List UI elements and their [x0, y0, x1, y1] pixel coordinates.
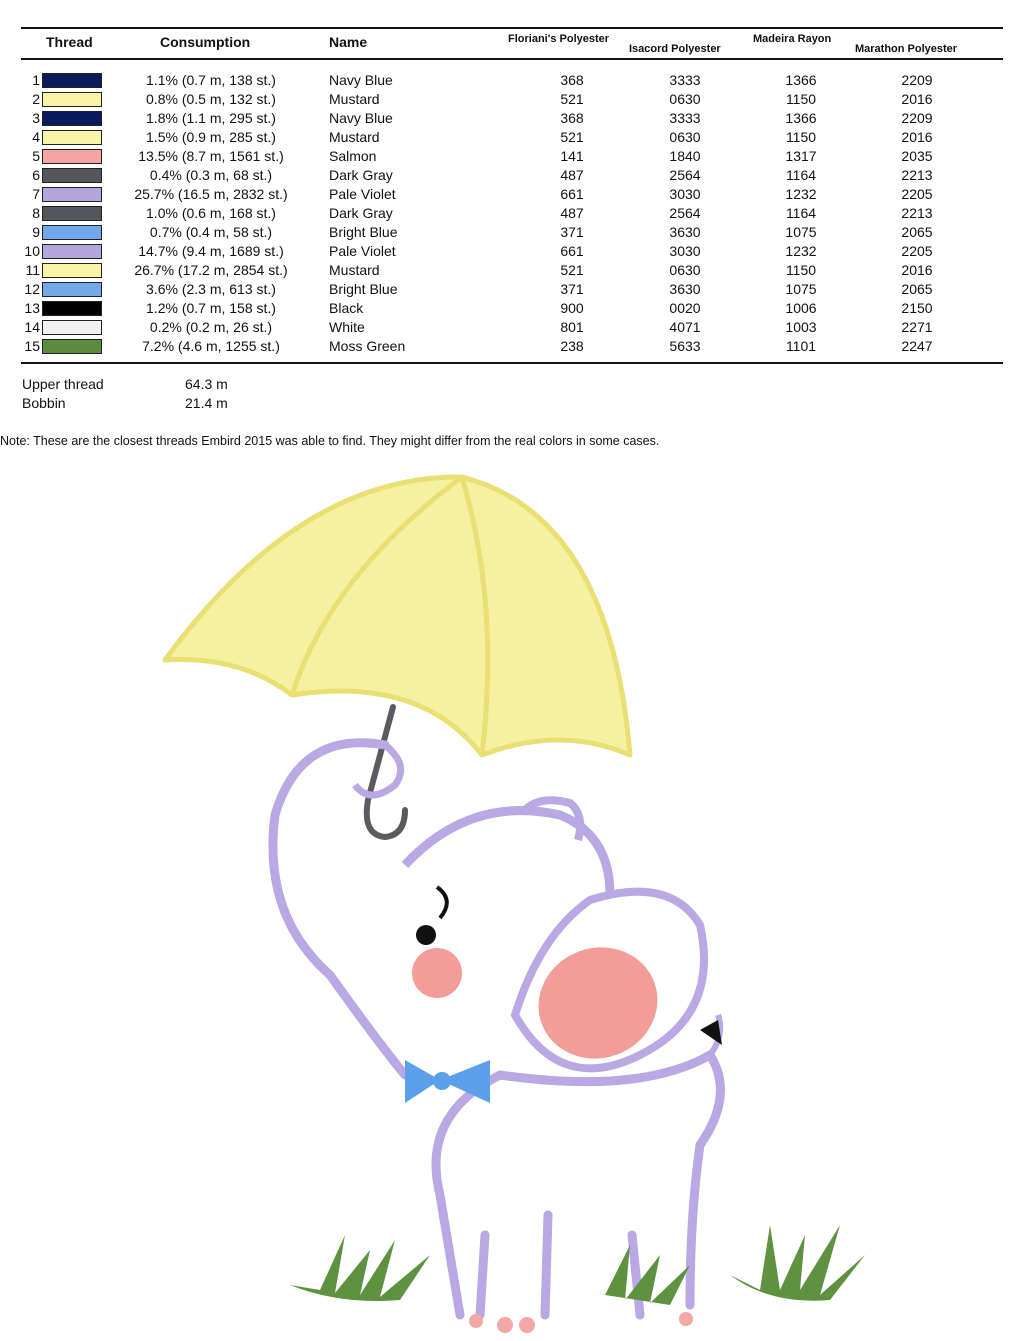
marathon-code-cell: 2205	[901, 243, 933, 259]
marathon-code-cell: 2209	[901, 110, 933, 126]
marathon-code-cell: 2016	[901, 129, 933, 145]
color-swatch	[42, 92, 102, 107]
bobbin-value: 21.4 m	[185, 395, 228, 411]
header-name: Name	[329, 34, 368, 50]
header-thread: Thread	[46, 34, 93, 50]
thread-name-cell: Bright Blue	[329, 281, 398, 297]
floriani-code-cell: 521	[560, 91, 584, 107]
table-row	[0, 90, 1024, 109]
color-swatch	[42, 339, 102, 354]
consumption-cell: 0.2% (0.2 m, 26 st.)	[149, 319, 273, 335]
elephant-eye	[416, 925, 436, 945]
thread-number: 14	[24, 319, 40, 335]
table-row	[0, 337, 1024, 356]
marathon-code-cell: 2205	[901, 186, 933, 202]
thread-number: 1	[32, 72, 40, 88]
thread-name-cell: Pale Violet	[329, 243, 396, 259]
color-swatch	[42, 168, 102, 183]
thread-name-cell: Mustard	[329, 262, 380, 278]
thread-name-cell: Pale Violet	[329, 186, 396, 202]
marathon-code-cell: 2016	[901, 262, 933, 278]
table-row	[0, 147, 1024, 166]
thread-name-cell: Moss Green	[329, 338, 406, 354]
color-swatch	[42, 111, 102, 126]
madeira-code-cell: 1075	[785, 281, 817, 297]
umbrella-canopy	[165, 477, 630, 755]
floriani-code-cell: 900	[560, 300, 584, 316]
thread-note: Note: These are the closest threads Embird 2015 was able to find. They might differ from the real colors in some cases.	[0, 434, 660, 448]
color-swatch	[42, 130, 102, 145]
color-swatch	[42, 225, 102, 240]
isacord-code-cell: 2564	[669, 205, 701, 221]
madeira-code-cell: 1101	[785, 338, 817, 354]
color-swatch	[42, 187, 102, 202]
color-swatch	[42, 320, 102, 335]
thread-name-cell: Salmon	[329, 148, 377, 164]
marathon-code-cell: 2209	[901, 72, 933, 88]
consumption-cell: 1.1% (0.7 m, 138 st.)	[146, 72, 276, 88]
madeira-code-cell: 1006	[785, 300, 817, 316]
consumption-cell: 0.4% (0.3 m, 68 st.)	[149, 167, 273, 183]
table-row	[0, 128, 1024, 147]
thread-number: 9	[32, 224, 40, 240]
color-swatch	[42, 282, 102, 297]
consumption-cell: 14.7% (9.4 m, 1689 st.)	[138, 243, 284, 259]
consumption-cell: 3.6% (2.3 m, 613 st.)	[146, 281, 276, 297]
header-madeira: Madeira Rayon	[753, 33, 832, 45]
table-row	[0, 299, 1024, 318]
table-row	[0, 204, 1024, 223]
thread-number: 3	[32, 110, 40, 126]
isacord-code-cell: 3630	[669, 281, 701, 297]
isacord-code-cell: 3333	[669, 72, 701, 88]
thread-name-cell: Navy Blue	[329, 72, 393, 88]
table-row	[0, 166, 1024, 185]
color-swatch	[42, 301, 102, 316]
consumption-cell: 0.8% (0.5 m, 132 st.)	[146, 91, 276, 107]
thread-name-cell: White	[329, 319, 365, 335]
color-swatch	[42, 73, 102, 88]
madeira-code-cell: 1075	[785, 224, 817, 240]
table-row	[0, 223, 1024, 242]
color-swatch	[42, 206, 102, 221]
upper-thread-label: Upper thread	[22, 376, 104, 392]
table-row	[0, 242, 1024, 261]
thread-name-cell: Bright Blue	[329, 224, 398, 240]
consumption-cell: 7.2% (4.6 m, 1255 st.)	[142, 338, 280, 354]
marathon-code-cell: 2213	[901, 167, 933, 183]
madeira-code-cell: 1366	[785, 110, 817, 126]
marathon-code-cell: 2035	[901, 148, 933, 164]
madeira-code-cell: 1150	[785, 262, 817, 278]
madeira-code-cell: 1232	[785, 186, 817, 202]
header-floriani: Floriani's Polyester	[508, 33, 610, 45]
elephant-toes	[469, 1312, 693, 1333]
table-bottom-rule	[21, 362, 1003, 364]
color-swatch	[42, 149, 102, 164]
isacord-code-cell: 3333	[669, 110, 701, 126]
thread-number: 5	[32, 148, 40, 164]
thread-name-cell: Dark Gray	[329, 167, 393, 183]
madeira-code-cell: 1366	[785, 72, 817, 88]
thread-number: 7	[32, 186, 40, 202]
floriani-code-cell: 141	[560, 148, 584, 164]
color-swatch	[42, 263, 102, 278]
madeira-code-cell: 1150	[785, 129, 817, 145]
marathon-code-cell: 2150	[901, 300, 933, 316]
floriani-code-cell: 371	[560, 224, 584, 240]
upper-thread-value: 64.3 m	[185, 376, 228, 392]
thread-number: 10	[24, 243, 40, 259]
table-row	[0, 280, 1024, 299]
floriani-code-cell: 368	[560, 110, 584, 126]
marathon-code-cell: 2271	[901, 319, 933, 335]
isacord-code-cell: 0630	[669, 262, 701, 278]
floriani-code-cell: 661	[560, 243, 584, 259]
thread-number: 6	[32, 167, 40, 183]
madeira-code-cell: 1164	[785, 167, 817, 183]
consumption-cell: 1.8% (1.1 m, 295 st.)	[146, 110, 276, 126]
isacord-code-cell: 3630	[669, 224, 701, 240]
floriani-code-cell: 371	[560, 281, 584, 297]
thread-number: 15	[24, 338, 40, 354]
madeira-code-cell: 1317	[785, 148, 817, 164]
elephant-eyebrow	[437, 887, 447, 918]
table-row	[0, 71, 1024, 90]
madeira-code-cell: 1150	[785, 91, 817, 107]
marathon-code-cell: 2065	[901, 281, 933, 297]
isacord-code-cell: 4071	[669, 319, 701, 335]
isacord-code-cell: 2564	[669, 167, 701, 183]
floriani-code-cell: 661	[560, 186, 584, 202]
isacord-code-cell: 3030	[669, 243, 701, 259]
thread-number: 12	[24, 281, 40, 297]
isacord-code-cell: 5633	[669, 338, 701, 354]
thread-name-cell: Mustard	[329, 129, 380, 145]
floriani-code-cell: 801	[560, 319, 584, 335]
thread-number: 2	[32, 91, 40, 107]
madeira-code-cell: 1003	[785, 319, 817, 335]
isacord-code-cell: 3030	[669, 186, 701, 202]
table-row	[0, 109, 1024, 128]
consumption-cell: 0.7% (0.4 m, 58 st.)	[149, 224, 273, 240]
header-isacord: Isacord Polyester	[629, 43, 721, 55]
table-row	[0, 185, 1024, 204]
consumption-cell: 1.5% (0.9 m, 285 st.)	[146, 129, 276, 145]
marathon-code-cell: 2065	[901, 224, 933, 240]
grass-tufts	[290, 1225, 865, 1305]
isacord-code-cell: 0630	[669, 91, 701, 107]
marathon-code-cell: 2247	[901, 338, 933, 354]
consumption-cell: 1.0% (0.6 m, 168 st.)	[146, 205, 276, 221]
color-swatch	[42, 244, 102, 259]
isacord-code-cell: 0630	[669, 129, 701, 145]
thread-number: 4	[32, 129, 40, 145]
thread-name-cell: Dark Gray	[329, 205, 393, 221]
bobbin-label: Bobbin	[22, 395, 66, 411]
floriani-code-cell: 521	[560, 262, 584, 278]
consumption-cell: 25.7% (16.5 m, 2832 st.)	[134, 186, 288, 202]
thread-name-cell: Navy Blue	[329, 110, 393, 126]
floriani-code-cell: 487	[560, 167, 584, 183]
thread-name-cell: Black	[329, 300, 364, 316]
marathon-code-cell: 2213	[901, 205, 933, 221]
header-consumption: Consumption	[160, 34, 251, 50]
table-header-rule	[21, 58, 1003, 60]
thread-number: 13	[24, 300, 40, 316]
embroidery-design-image	[0, 455, 1024, 1341]
floriani-code-cell: 521	[560, 129, 584, 145]
consumption-cell: 13.5% (8.7 m, 1561 st.)	[138, 148, 284, 164]
madeira-code-cell: 1232	[785, 243, 817, 259]
floriani-code-cell: 238	[560, 338, 584, 354]
table-top-rule	[21, 27, 1003, 29]
thread-number: 11	[25, 262, 40, 278]
isacord-code-cell: 0020	[669, 300, 701, 316]
cheek-patch	[412, 948, 462, 998]
table-row	[0, 261, 1024, 280]
header-marathon: Marathon Polyester	[855, 43, 958, 55]
elephant-body	[273, 743, 721, 1315]
consumption-cell: 1.2% (0.7 m, 158 st.)	[146, 300, 276, 316]
thread-number: 8	[32, 205, 40, 221]
isacord-code-cell: 1840	[669, 148, 701, 164]
consumption-cell: 26.7% (17.2 m, 2854 st.)	[134, 262, 288, 278]
marathon-code-cell: 2016	[901, 91, 933, 107]
floriani-code-cell: 487	[560, 205, 584, 221]
bow-tie	[405, 1060, 490, 1103]
madeira-code-cell: 1164	[785, 205, 817, 221]
table-row	[0, 318, 1024, 337]
floriani-code-cell: 368	[560, 72, 584, 88]
thread-name-cell: Mustard	[329, 91, 380, 107]
